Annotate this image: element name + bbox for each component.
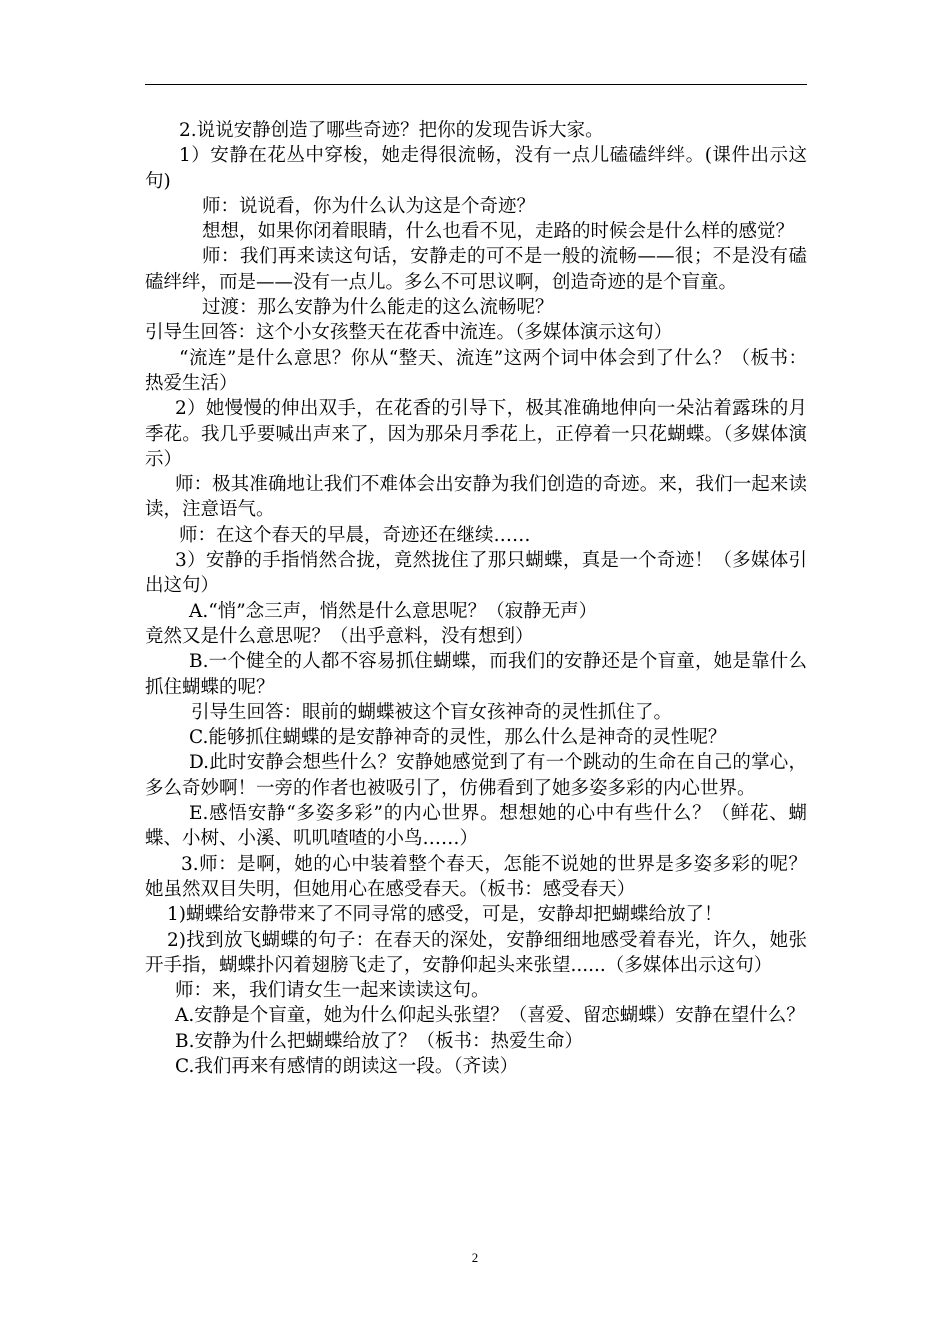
paragraph: B.一个健全的人都不容易抓住蝴蝶，而我们的安静还是个盲童，她是靠什么抓住蝴蝶的呢？: [145, 651, 807, 698]
paragraph: 2）她慢慢的伸出双手，在花香的引导下，极其准确地伸向一朵沾着露珠的月季花。我几乎要喊出声来了，因为那朵月季花上，正停着一只花蝴蝶。（多媒体演示）: [145, 398, 807, 470]
paragraph: 2.说说安静创造了哪些奇迹？把你的发现告诉大家。: [179, 120, 604, 141]
paragraph: 2)找到放飞蝴蝶的句子：在春天的深处，安静细细地感受着春光，许久，她张开手指，蝴蝶扑闪着翅膀飞走了，安静仰起头来张望......（多媒体出示这句）: [145, 929, 807, 976]
paragraph: A.安静是个盲童，她为什么仰起头张望？（喜爱、留恋蝴蝶）安静在望什么？: [175, 1005, 805, 1027]
paragraph: 1）安静在花丛中穿梭，她走得很流畅，没有一点儿磕磕绊绊。(课件出示这句): [145, 145, 807, 192]
paragraph: 师：我们再来读这句话，安静走的可不是一般的流畅——很；不是没有磕磕绊绊，而是——没有一点儿。多么不可思议啊，创造奇迹的是个盲童。: [145, 246, 807, 293]
paragraph: “流连”是什么意思？你从“整天、流连”这两个词中体会到了什么？（板书：热爱生活）: [145, 347, 807, 394]
paragraph: A.“悄”念三声，悄然是什么意思呢？（寂静无声）: [189, 600, 598, 622]
paragraph: 师：极其准确地让我们不难体会出安静为我们创造的奇迹。来，我们一起来读读，注意语气。: [145, 474, 807, 521]
paragraph: C.我们再来有感情的朗读这一段。（齐读）: [175, 1055, 519, 1077]
paragraph: 引导生回答：这个小女孩整天在花香中流连。（多媒体演示这句）: [145, 322, 673, 344]
paragraph: 引导生回答：眼前的蝴蝶被这个盲女孩神奇的灵性抓住了。: [191, 701, 673, 723]
paragraph: D.此时安静会想些什么？安静她感觉到了有一个跳动的生命在自己的掌心，多么奇妙啊！一旁的作者也被吸引了，仿佛看到了她多姿多彩的内心世界。: [145, 752, 807, 799]
header-rule: [145, 84, 807, 85]
page-number: 2: [471, 1250, 479, 1265]
body-text: [145, 118, 807, 1079]
paragraph: 师：来，我们请女生一起来读读这句。: [175, 980, 490, 1002]
paragraph: B.安静为什么把蝴蝶给放了？（板书：热爱生命）: [175, 1030, 583, 1052]
paragraph: 1)蝴蝶给安静带来了不同寻常的感受，可是，安静却把蝴蝶给放了！: [167, 904, 723, 926]
paragraph: C.能够抓住蝴蝶的是安静神奇的灵性，那么什么是神奇的灵性呢？: [189, 727, 727, 749]
paragraph: 过渡：那么安静为什么能走的这么流畅呢？: [202, 297, 554, 319]
paragraph: E.感悟安静“多姿多彩”的内心世界。想想她的心中有些什么？（鲜花、蝴蝶、小树、小溪、叽叽喳喳的小鸟……）: [145, 803, 807, 850]
paragraph: 师：说说看，你为什么认为这是个奇迹？: [202, 195, 536, 217]
paragraph: 3.师：是啊，她的心中装着整个春天，怎能不说她的世界是多姿多彩的呢？她虽然双目失明，但她用心在感受春天。（板书：感受春天）: [145, 853, 807, 900]
paragraph: 竟然又是什么意思呢？（出乎意料，没有想到）: [145, 625, 534, 647]
paragraph: 3）安静的手指悄然合拢，竟然拢住了那只蝴蝶，真是一个奇迹！（多媒体引出这句）: [145, 550, 807, 597]
paragraph: 师：在这个春天的早晨，奇迹还在继续……: [179, 524, 531, 546]
paragraph: 想想，如果你闭着眼睛，什么也看不见，走路的时候会是什么样的感觉？: [202, 221, 795, 243]
